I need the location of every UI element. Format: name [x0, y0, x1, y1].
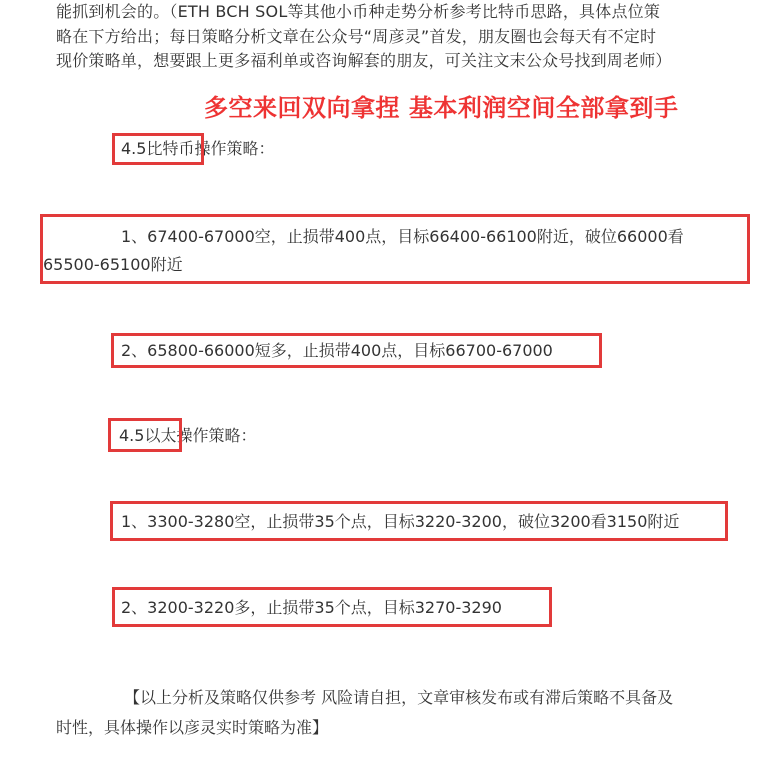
highlight-box-eth-strategy-2 [112, 587, 552, 627]
highlight-box-btc-heading [112, 133, 204, 165]
intro-line-1: 能抓到机会的。（ETH BCH SOL等其他小币种走势分析参考比特币思路，具体点位策 [56, 2, 661, 21]
eth-strategy-2: 2、3200-3220多，止损带35个点，目标3270-3290 [121, 598, 502, 617]
highlight-box-eth-heading [108, 418, 182, 452]
disclaimer-line-1: 【以上分析及策略仅供参考 风险请自担，文章审核发布或有滞后策略不具备及 [124, 688, 674, 707]
btc-strategy-1-line-2: 65500-65100附近 [43, 255, 183, 274]
intro-line-2: 略在下方给出；每日策略分析文章在公众号“周彦灵”首发，朋友圈也会每天有不定时 [56, 26, 657, 46]
disclaimer [56, 683, 673, 743]
eth-strategy-heading: 4.5以太操作策略： [119, 426, 257, 445]
headline-slogan: 多空来回双向拿捏 基本利润空间全部拿到手 [204, 94, 679, 122]
btc-strategy-2: 2、65800-66000短多，止损带400点，目标66700-67000 [121, 341, 553, 360]
highlight-box-btc-strategy-1 [40, 214, 750, 284]
disclaimer-line-2: 时性，具体操作以彦灵实时策略为准】 [56, 718, 329, 737]
btc-strategy-1-line-1: 1、67400-67000空，止损带400点，目标66400-66100附近，破位66000看 [121, 227, 684, 246]
highlight-box-btc-strategy-2 [111, 333, 602, 368]
intro-paragraph [56, 0, 756, 74]
highlight-box-eth-strategy-1 [110, 501, 728, 541]
intro-line-3: 现价策略单，想要跟上更多福利单或咨询解套的朋友，可关注文末公众号找到周老师） [56, 51, 672, 70]
eth-strategy-1: 1、3300-3280空，止损带35个点，目标3220-3200，破位3200看3150附近 [121, 512, 680, 531]
btc-strategy-heading: 4.5比特币操作策略： [121, 139, 275, 158]
